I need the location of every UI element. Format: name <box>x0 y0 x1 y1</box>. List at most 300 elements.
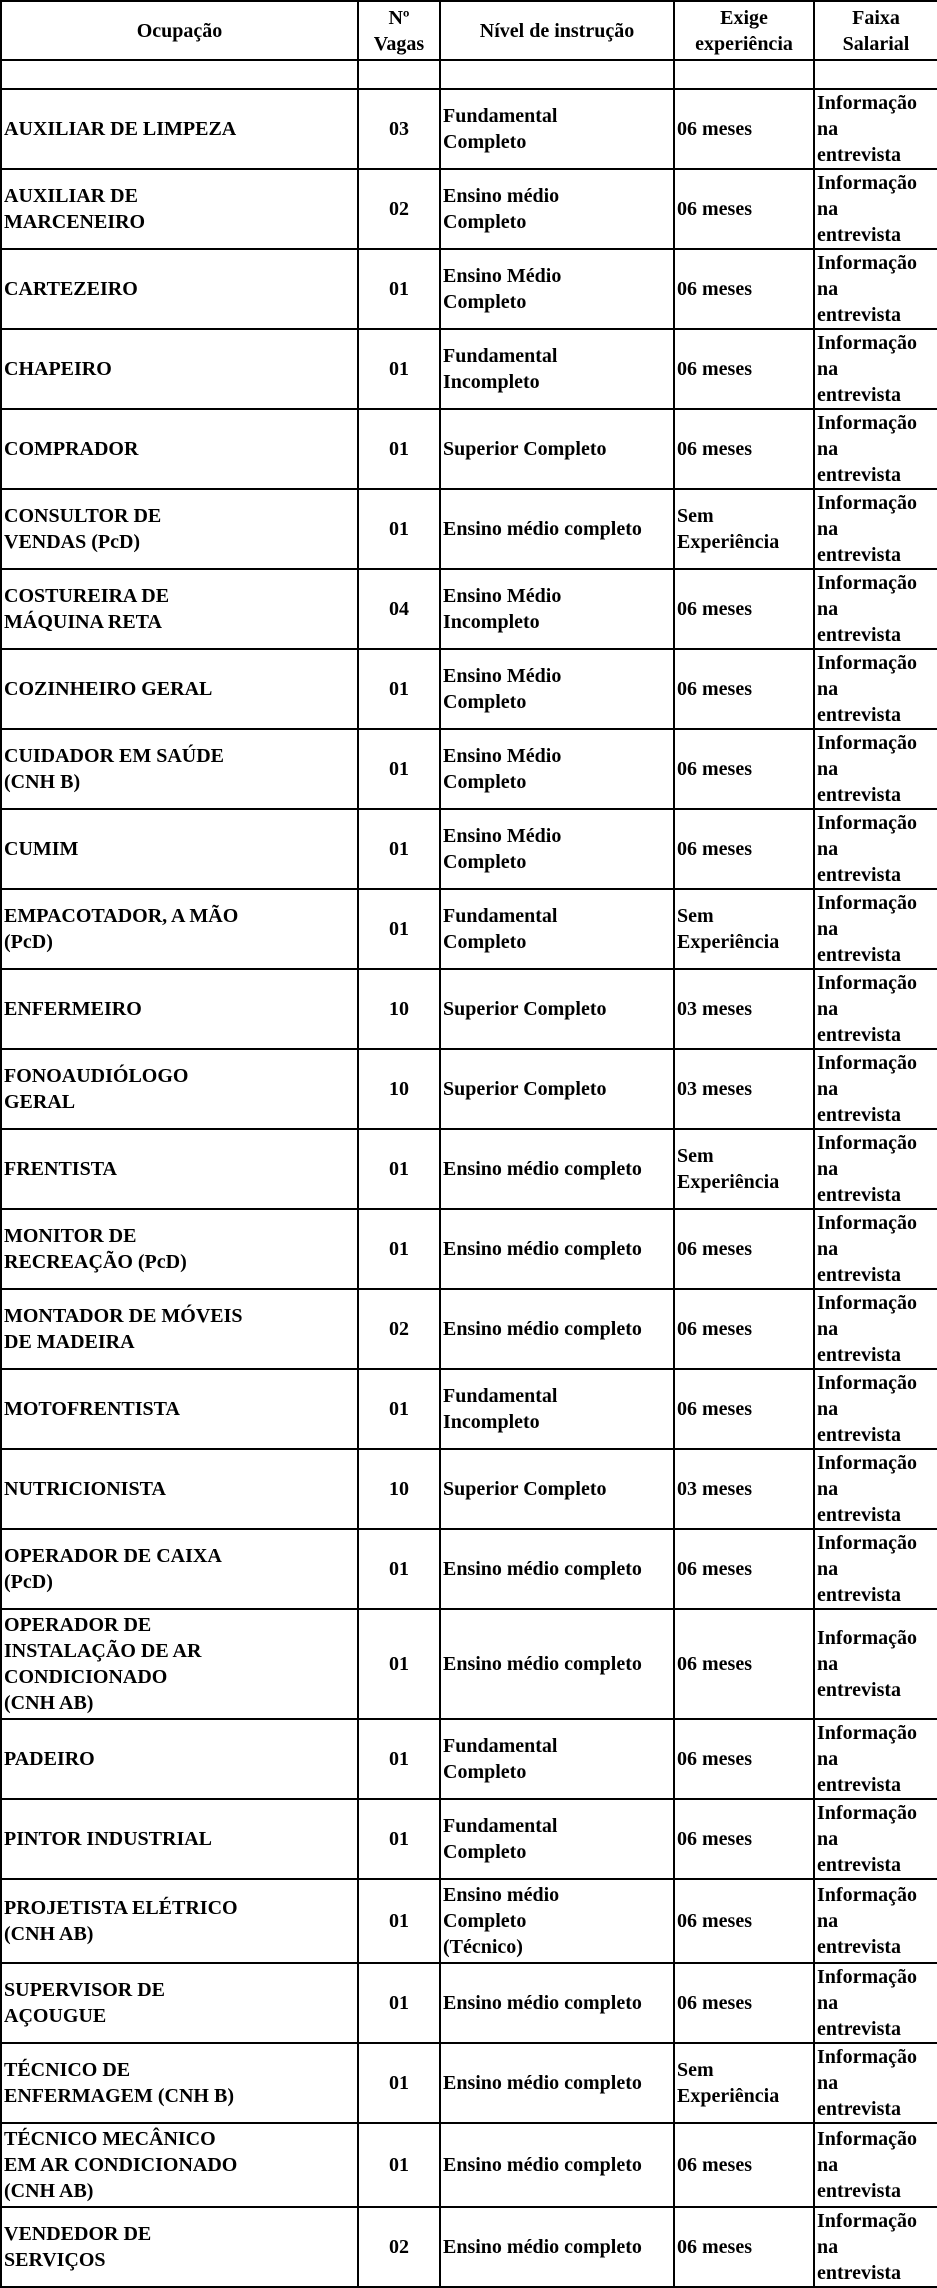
cell-vagas: 01 <box>358 2123 440 2207</box>
blank-cell <box>814 60 937 89</box>
cell-experiencia-line: 06 meses <box>677 1558 752 1580</box>
cell-nivel-line: Completo <box>443 851 527 873</box>
cell-vagas: 01 <box>358 1369 440 1449</box>
cell-ocupacao <box>1 2207 358 2287</box>
cell-ocupacao <box>1 1879 358 1963</box>
cell-ocupacao <box>1 409 358 489</box>
cell-ocupacao-line: (PcD) <box>4 931 53 953</box>
cell-ocupacao-line: AÇOUGUE <box>4 2005 107 2027</box>
cell-nivel-line: Ensino Médio <box>443 825 562 847</box>
cell-faixa-line: Informação na <box>817 1132 917 1180</box>
table-row <box>1 1449 937 1529</box>
table-row <box>1 89 937 169</box>
cell-vagas: 02 <box>358 2207 440 2287</box>
cell-nivel-line: Ensino médio completo <box>443 2072 642 2094</box>
cell-vagas: 01 <box>358 809 440 889</box>
cell-nivel <box>440 1049 674 1129</box>
cell-faixa-line: entrevista <box>817 1424 902 1446</box>
cell-experiencia <box>674 1963 814 2043</box>
cell-ocupacao <box>1 969 358 1049</box>
header-vagas-line2: Vagas <box>373 32 425 55</box>
cell-faixa-line: Informação na <box>817 1627 917 1675</box>
cell-ocupacao <box>1 169 358 249</box>
cell-ocupacao <box>1 249 358 329</box>
cell-faixa <box>814 89 937 169</box>
table-row <box>1 969 937 1049</box>
cell-nivel <box>440 1289 674 1369</box>
cell-experiencia-line: Sem <box>677 905 714 927</box>
cell-nivel <box>440 169 674 249</box>
cell-faixa <box>814 889 937 969</box>
cell-experiencia <box>674 1719 814 1799</box>
cell-experiencia-line: 06 meses <box>677 1910 752 1932</box>
cell-experiencia-line: 06 meses <box>677 838 752 860</box>
cell-faixa <box>814 569 937 649</box>
cell-experiencia <box>674 249 814 329</box>
cell-vagas: 01 <box>358 1529 440 1609</box>
cell-ocupacao-line: NUTRICIONISTA <box>4 1478 166 1500</box>
cell-ocupacao-line: EM AR CONDICIONADO <box>4 2154 238 2176</box>
blank-cell <box>440 60 674 89</box>
cell-nivel <box>440 1529 674 1609</box>
cell-ocupacao <box>1 1049 358 1129</box>
cell-nivel <box>440 889 674 969</box>
cell-nivel <box>440 649 674 729</box>
cell-nivel-line: Fundamental <box>443 905 558 927</box>
cell-ocupacao-line: CHAPEIRO <box>4 358 112 380</box>
cell-experiencia-line: 06 meses <box>677 1653 752 1675</box>
cell-nivel-line: Completo <box>443 131 527 153</box>
cell-nivel <box>440 1369 674 1449</box>
cell-faixa-line: Informação na <box>817 972 917 1020</box>
cell-ocupacao <box>1 489 358 569</box>
cell-vagas: 02 <box>358 169 440 249</box>
cell-faixa <box>814 809 937 889</box>
cell-ocupacao-line: FRENTISTA <box>4 1158 117 1180</box>
cell-ocupacao-line: VENDAS (PcD) <box>4 531 141 553</box>
cell-nivel-line: Completo <box>443 1910 527 1932</box>
table-row <box>1 2043 937 2123</box>
blank-cell <box>674 60 814 89</box>
cell-faixa-line: entrevista <box>817 864 902 886</box>
cell-nivel <box>440 969 674 1049</box>
cell-experiencia-line: Sem <box>677 1145 714 1167</box>
cell-ocupacao-line: MARCENEIRO <box>4 211 146 233</box>
cell-faixa-line: entrevista <box>817 1504 902 1526</box>
cell-experiencia-line: 06 meses <box>677 1992 752 2014</box>
cell-faixa-line: Informação na <box>817 892 917 940</box>
cell-faixa-line: Informação na <box>817 1372 917 1420</box>
cell-faixa-line: entrevista <box>817 1104 902 1126</box>
cell-nivel-line: Superior Completo <box>443 438 607 460</box>
cell-nivel-line: Ensino médio completo <box>443 1158 642 1180</box>
cell-faixa <box>814 2123 937 2207</box>
cell-faixa-line: Informação na <box>817 2046 917 2094</box>
cell-nivel <box>440 569 674 649</box>
table-row <box>1 409 937 489</box>
cell-experiencia-line: 06 meses <box>677 2154 752 2176</box>
cell-nivel <box>440 329 674 409</box>
cell-experiencia-line: 06 meses <box>677 1238 752 1260</box>
cell-faixa-line: entrevista <box>817 144 902 166</box>
cell-vagas: 01 <box>358 489 440 569</box>
cell-faixa-line: entrevista <box>817 1854 902 1876</box>
cell-ocupacao-line: MONTADOR DE MÓVEIS <box>4 1305 243 1327</box>
header-exige-line2: experiência <box>695 32 793 55</box>
cell-experiencia-line: 06 meses <box>677 118 752 140</box>
cell-faixa-line: entrevista <box>817 784 902 806</box>
cell-faixa-line: entrevista <box>817 2262 902 2284</box>
cell-ocupacao-line: PINTOR INDUSTRIAL <box>4 1828 213 1850</box>
table-row <box>1 1289 937 1369</box>
cell-ocupacao <box>1 889 358 969</box>
cell-vagas: 01 <box>358 729 440 809</box>
cell-ocupacao-line: COMPRADOR <box>4 438 139 460</box>
cell-experiencia <box>674 1799 814 1879</box>
cell-experiencia-line: Experiência <box>677 531 780 553</box>
cell-ocupacao <box>1 1799 358 1879</box>
table-row <box>1 169 937 249</box>
blank-row <box>1 60 937 89</box>
cell-vagas: 04 <box>358 569 440 649</box>
cell-faixa-line: Informação na <box>817 812 917 860</box>
table-row <box>1 2207 937 2287</box>
cell-faixa-line: Informação na <box>817 2128 917 2176</box>
cell-ocupacao-line: FONOAUDIÓLOGO <box>4 1065 189 1087</box>
table-row <box>1 1529 937 1609</box>
cell-faixa-line: Informação na <box>817 1722 917 1770</box>
cell-faixa-line: entrevista <box>817 544 902 566</box>
table-row <box>1 329 937 409</box>
cell-nivel-line: Ensino médio completo <box>443 1318 642 1340</box>
cell-experiencia-line: 06 meses <box>677 1748 752 1770</box>
cell-nivel-line: Completo <box>443 1761 527 1783</box>
cell-ocupacao-line: CUIDADOR EM SAÚDE <box>4 745 225 767</box>
cell-faixa-line: Informação na <box>817 1212 917 1260</box>
table-row <box>1 489 937 569</box>
cell-faixa-line: entrevista <box>817 1774 902 1796</box>
cell-faixa-line: Informação na <box>817 332 917 380</box>
cell-faixa-line: entrevista <box>817 1936 902 1958</box>
cell-nivel-line: Fundamental <box>443 105 558 127</box>
cell-ocupacao <box>1 1289 358 1369</box>
cell-ocupacao-line: PROJETISTA ELÉTRICO <box>4 1897 238 1919</box>
cell-nivel <box>440 1609 674 1719</box>
cell-faixa <box>814 1289 937 1369</box>
cell-nivel-line: Ensino médio <box>443 1884 560 1906</box>
header-row <box>1 1 937 60</box>
cell-experiencia <box>674 649 814 729</box>
cell-ocupacao <box>1 569 358 649</box>
cell-nivel <box>440 2207 674 2287</box>
cell-vagas: 01 <box>358 889 440 969</box>
cell-experiencia-line: 06 meses <box>677 678 752 700</box>
cell-experiencia-line: 06 meses <box>677 1398 752 1420</box>
cell-faixa-line: Informação na <box>817 1532 917 1580</box>
cell-faixa-line: Informação na <box>817 252 917 300</box>
cell-vagas: 10 <box>358 969 440 1049</box>
cell-faixa <box>814 729 937 809</box>
cell-ocupacao-line: SERVIÇOS <box>4 2249 106 2271</box>
cell-experiencia-line: Sem <box>677 505 714 527</box>
cell-ocupacao <box>1 1719 358 1799</box>
cell-ocupacao <box>1 1369 358 1449</box>
cell-faixa-line: Informação na <box>817 492 917 540</box>
cell-faixa <box>814 249 937 329</box>
cell-experiencia <box>674 809 814 889</box>
cell-vagas: 01 <box>358 1209 440 1289</box>
cell-faixa <box>814 489 937 569</box>
cell-ocupacao-line: GERAL <box>4 1091 76 1113</box>
cell-nivel-line: Ensino médio <box>443 185 560 207</box>
cell-nivel-line: Ensino médio completo <box>443 2236 642 2258</box>
cell-nivel <box>440 1799 674 1879</box>
table-row <box>1 1049 937 1129</box>
cell-ocupacao <box>1 1209 358 1289</box>
cell-nivel-line: Completo <box>443 1841 527 1863</box>
cell-vagas: 01 <box>358 329 440 409</box>
cell-nivel-line: Ensino médio completo <box>443 1992 642 2014</box>
cell-faixa <box>814 1529 937 1609</box>
cell-nivel <box>440 1719 674 1799</box>
cell-faixa <box>814 1449 937 1529</box>
cell-ocupacao-line: AUXILIAR DE <box>4 185 138 207</box>
table-row <box>1 1129 937 1209</box>
cell-experiencia <box>674 1129 814 1209</box>
cell-faixa-line: Informação na <box>817 732 917 780</box>
cell-ocupacao <box>1 329 358 409</box>
cell-faixa-line: entrevista <box>817 304 902 326</box>
cell-vagas: 01 <box>358 249 440 329</box>
cell-experiencia <box>674 889 814 969</box>
table-row <box>1 1799 937 1879</box>
cell-faixa-line: Informação na <box>817 652 917 700</box>
cell-nivel <box>440 409 674 489</box>
cell-nivel <box>440 1449 674 1529</box>
cell-ocupacao-line: TÉCNICO DE <box>4 2059 131 2081</box>
cell-nivel-line: Superior Completo <box>443 998 607 1020</box>
cell-ocupacao <box>1 1609 358 1719</box>
cell-ocupacao <box>1 809 358 889</box>
cell-vagas: 01 <box>358 1719 440 1799</box>
header-vagas <box>358 1 440 60</box>
cell-nivel-line: Ensino Médio <box>443 585 562 607</box>
cell-experiencia <box>674 1449 814 1529</box>
cell-faixa <box>814 329 937 409</box>
cell-faixa-line: entrevista <box>817 384 902 406</box>
table-row <box>1 249 937 329</box>
cell-experiencia-line: 06 meses <box>677 438 752 460</box>
cell-faixa-line: entrevista <box>817 464 902 486</box>
cell-vagas: 01 <box>358 409 440 489</box>
cell-nivel-line: Ensino médio completo <box>443 1238 642 1260</box>
cell-faixa <box>814 1209 937 1289</box>
cell-experiencia <box>674 1209 814 1289</box>
cell-experiencia-line: Experiência <box>677 931 780 953</box>
cell-ocupacao-line: ENFERMAGEM (CNH B) <box>4 2085 234 2107</box>
cell-ocupacao-line: RECREAÇÃO (PcD) <box>4 1251 187 1273</box>
cell-experiencia-line: 06 meses <box>677 1828 752 1850</box>
cell-nivel <box>440 1129 674 1209</box>
cell-nivel-line: Incompleto <box>443 371 540 393</box>
cell-nivel-line: Fundamental <box>443 1735 558 1757</box>
table-row <box>1 1879 937 1963</box>
cell-faixa <box>814 969 937 1049</box>
header-ocupacao: Ocupação <box>1 1 358 60</box>
cell-ocupacao <box>1 1449 358 1529</box>
cell-nivel-line: Ensino Médio <box>443 665 562 687</box>
cell-nivel-line: Fundamental <box>443 1385 558 1407</box>
cell-nivel-line: Ensino médio completo <box>443 518 642 540</box>
cell-experiencia <box>674 1529 814 1609</box>
cell-nivel <box>440 489 674 569</box>
table-body <box>1 60 937 2287</box>
cell-nivel-line: Incompleto <box>443 1411 540 1433</box>
cell-nivel <box>440 809 674 889</box>
cell-nivel-line: Completo <box>443 691 527 713</box>
cell-nivel-line: Ensino médio completo <box>443 1558 642 1580</box>
cell-vagas: 01 <box>358 1609 440 1719</box>
cell-ocupacao-line: PADEIRO <box>4 1748 95 1770</box>
cell-faixa-line: entrevista <box>817 1264 902 1286</box>
table-row <box>1 889 937 969</box>
cell-faixa <box>814 649 937 729</box>
cell-vagas: 02 <box>358 1289 440 1369</box>
cell-nivel-line: Superior Completo <box>443 1478 607 1500</box>
cell-faixa-line: entrevista <box>817 2180 902 2202</box>
cell-experiencia <box>674 2043 814 2123</box>
cell-faixa <box>814 1129 937 1209</box>
cell-vagas: 10 <box>358 1449 440 1529</box>
cell-faixa <box>814 1879 937 1963</box>
cell-nivel <box>440 1879 674 1963</box>
cell-ocupacao-line: (PcD) <box>4 1571 53 1593</box>
table-row <box>1 1963 937 2043</box>
cell-experiencia-line: 06 meses <box>677 598 752 620</box>
header-exige-line1: Exige <box>720 6 768 29</box>
cell-faixa <box>814 1799 937 1879</box>
cell-experiencia <box>674 729 814 809</box>
cell-ocupacao-line: OPERADOR DE <box>4 1614 152 1636</box>
cell-nivel-line: Superior Completo <box>443 1078 607 1100</box>
cell-nivel-line: Completo <box>443 931 527 953</box>
cell-ocupacao <box>1 1129 358 1209</box>
cell-experiencia <box>674 89 814 169</box>
cell-nivel-line: Ensino Médio <box>443 265 562 287</box>
cell-experiencia-line: 03 meses <box>677 1478 752 1500</box>
cell-faixa-line: entrevista <box>817 2098 902 2120</box>
cell-nivel-line: Completo <box>443 211 527 233</box>
cell-experiencia-line: 06 meses <box>677 2236 752 2258</box>
cell-ocupacao-line: INSTALAÇÃO DE AR <box>4 1640 202 1662</box>
cell-ocupacao <box>1 89 358 169</box>
cell-ocupacao <box>1 2123 358 2207</box>
table-row <box>1 569 937 649</box>
cell-ocupacao-line: MONITOR DE <box>4 1225 137 1247</box>
cell-experiencia <box>674 1289 814 1369</box>
cell-experiencia-line: Experiência <box>677 1171 780 1193</box>
cell-faixa-line: Informação na <box>817 92 917 140</box>
cell-faixa-line: Informação na <box>817 2210 917 2258</box>
cell-ocupacao-line: COZINHEIRO GERAL <box>4 678 213 700</box>
cell-experiencia-line: 06 meses <box>677 358 752 380</box>
cell-faixa-line: entrevista <box>817 1679 902 1701</box>
header-vagas-line1: Nº <box>388 6 410 29</box>
cell-ocupacao <box>1 2043 358 2123</box>
cell-faixa-line: entrevista <box>817 624 902 646</box>
cell-ocupacao-line: MÁQUINA RETA <box>4 611 162 633</box>
cell-experiencia-line: Experiência <box>677 2085 780 2107</box>
cell-ocupacao-line: MOTOFRENTISTA <box>4 1398 180 1420</box>
cell-experiencia <box>674 1609 814 1719</box>
cell-faixa-line: entrevista <box>817 224 902 246</box>
cell-ocupacao-line: (CNH B) <box>4 771 81 793</box>
table-row <box>1 809 937 889</box>
cell-ocupacao-line: OPERADOR DE CAIXA <box>4 1545 222 1567</box>
cell-experiencia <box>674 489 814 569</box>
cell-ocupacao-line: (CNH AB) <box>4 1692 94 1714</box>
cell-faixa-line: entrevista <box>817 944 902 966</box>
cell-nivel-line: Ensino médio completo <box>443 2154 642 2176</box>
cell-faixa-line: entrevista <box>817 2018 902 2040</box>
cell-faixa-line: entrevista <box>817 704 902 726</box>
table-row <box>1 1209 937 1289</box>
cell-experiencia <box>674 409 814 489</box>
cell-ocupacao-line: TÉCNICO MECÂNICO <box>4 2128 216 2150</box>
cell-faixa <box>814 1369 937 1449</box>
cell-nivel-line: (Técnico) <box>443 1936 523 1958</box>
cell-ocupacao <box>1 729 358 809</box>
cell-experiencia-line: 03 meses <box>677 1078 752 1100</box>
cell-ocupacao-line: AUXILIAR DE LIMPEZA <box>4 118 237 140</box>
cell-experiencia-line: 06 meses <box>677 198 752 220</box>
cell-faixa <box>814 1719 937 1799</box>
cell-experiencia <box>674 329 814 409</box>
cell-experiencia-line: 06 meses <box>677 278 752 300</box>
cell-nivel-line: Completo <box>443 291 527 313</box>
cell-faixa-line: Informação na <box>817 1966 917 2014</box>
cell-experiencia <box>674 1879 814 1963</box>
cell-ocupacao-line: COSTUREIRA DE <box>4 585 170 607</box>
cell-experiencia-line: Sem <box>677 2059 714 2081</box>
table-row <box>1 729 937 809</box>
cell-faixa <box>814 1963 937 2043</box>
cell-experiencia <box>674 1049 814 1129</box>
blank-cell <box>358 60 440 89</box>
cell-experiencia <box>674 969 814 1049</box>
table-row <box>1 649 937 729</box>
cell-faixa <box>814 2207 937 2287</box>
header-experiencia <box>674 1 814 60</box>
cell-vagas: 01 <box>358 1799 440 1879</box>
table-row <box>1 1719 937 1799</box>
cell-nivel <box>440 249 674 329</box>
cell-experiencia <box>674 2123 814 2207</box>
header-nivel: Nível de instrução <box>440 1 674 60</box>
table-row <box>1 1609 937 1719</box>
cell-ocupacao-line: SUPERVISOR DE <box>4 1979 165 2001</box>
cell-ocupacao <box>1 1963 358 2043</box>
cell-ocupacao-line: (CNH AB) <box>4 1923 94 1945</box>
cell-faixa <box>814 1609 937 1719</box>
cell-experiencia-line: 03 meses <box>677 998 752 1020</box>
cell-faixa <box>814 2043 937 2123</box>
cell-ocupacao-line: (CNH AB) <box>4 2180 94 2202</box>
cell-faixa-line: entrevista <box>817 1344 902 1366</box>
cell-ocupacao <box>1 1529 358 1609</box>
cell-vagas: 01 <box>358 1963 440 2043</box>
cell-nivel-line: Ensino Médio <box>443 745 562 767</box>
